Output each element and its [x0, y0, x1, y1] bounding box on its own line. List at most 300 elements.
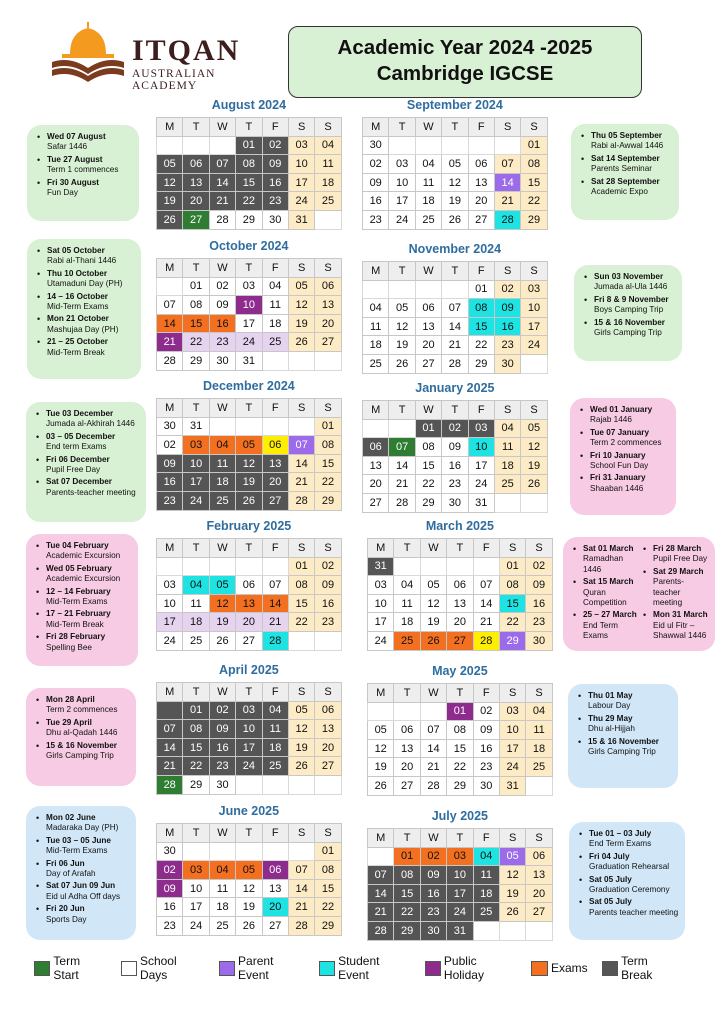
- legend-swatch: [121, 961, 137, 976]
- month-title: June 2025: [218, 804, 280, 818]
- note-event: Academic Expo: [591, 187, 648, 197]
- day-cell: 16: [209, 738, 235, 757]
- day-header: F: [473, 684, 499, 703]
- day-cell: 14: [442, 317, 468, 336]
- page-title: [288, 26, 642, 98]
- day-cell: 26: [420, 631, 446, 650]
- month-title: July 2025: [431, 809, 489, 823]
- month-title: March 2025: [425, 519, 494, 533]
- day-cell: 03: [157, 576, 183, 595]
- note-item: [37, 132, 133, 153]
- day-cell: 04: [209, 436, 235, 455]
- day-cell: 30: [494, 354, 520, 373]
- day-cell: 26: [368, 776, 394, 795]
- day-cell: 24: [236, 757, 262, 776]
- note-item: [578, 714, 672, 735]
- day-cell: 13: [236, 594, 262, 613]
- note-list: [579, 829, 679, 918]
- day-cell: 24: [447, 903, 473, 922]
- day-header: S: [288, 683, 314, 702]
- day-cell: 18: [262, 314, 288, 333]
- day-cell: 07: [420, 721, 446, 740]
- day-cell: 19: [236, 898, 262, 917]
- calendar-november-2024: [362, 242, 548, 374]
- day-cell: 03: [236, 701, 262, 720]
- day-cell: 26: [157, 210, 183, 229]
- empty-cell: [236, 842, 262, 861]
- note-list: [36, 409, 140, 498]
- day-header: M: [363, 118, 389, 137]
- day-cell: 06: [262, 436, 288, 455]
- day-cell: 26: [288, 757, 314, 776]
- empty-cell: [389, 419, 415, 438]
- day-cell: 08: [288, 576, 314, 595]
- day-cell: 25: [183, 631, 209, 650]
- day-cell: 27: [447, 631, 473, 650]
- note-item: [584, 272, 676, 293]
- day-cell: 11: [315, 155, 341, 174]
- day-header: S: [526, 684, 552, 703]
- day-cell: 15: [521, 173, 547, 192]
- empty-cell: [209, 557, 235, 576]
- note-date: • Wed 07 August: [47, 132, 106, 141]
- note-item: [37, 155, 133, 176]
- day-cell: 19: [389, 336, 415, 355]
- day-cell: 20: [262, 898, 288, 917]
- day-cell: 09: [315, 576, 341, 595]
- day-header: W: [209, 259, 235, 278]
- empty-cell: [236, 775, 262, 794]
- day-cell: 24: [288, 192, 314, 211]
- day-cell: 11: [526, 721, 552, 740]
- day-cell: 07: [473, 576, 499, 595]
- notes-march: [563, 537, 715, 651]
- day-cell: 15: [394, 884, 420, 903]
- day-cell: 27: [526, 903, 552, 922]
- day-cell: 01: [315, 417, 341, 436]
- note-date: • Sat 15 March: [583, 577, 634, 587]
- note-date: • Thu 05 September: [591, 131, 662, 140]
- day-cell: 14: [494, 173, 520, 192]
- day-cell: 15: [315, 879, 341, 898]
- day-cell: 30: [420, 921, 446, 940]
- day-cell: 06: [394, 721, 420, 740]
- day-cell: 13: [394, 739, 420, 758]
- calendar-september-2024: [362, 98, 548, 230]
- note-item: [37, 269, 135, 290]
- day-cell: 17: [447, 884, 473, 903]
- day-cell: 17: [468, 456, 494, 475]
- month-title: February 2025: [206, 519, 292, 533]
- day-cell: 29: [521, 210, 547, 229]
- day-cell: 20: [526, 884, 552, 903]
- day-cell: 29: [499, 631, 525, 650]
- note-event: Dhu al-Hijjah: [588, 724, 635, 734]
- day-cell: 12: [499, 866, 525, 885]
- day-cell: 22: [447, 758, 473, 777]
- note-list: [37, 246, 135, 358]
- day-cell: 31: [447, 921, 473, 940]
- day-cell: 09: [526, 576, 552, 595]
- day-cell: 04: [262, 701, 288, 720]
- day-cell: 17: [236, 738, 262, 757]
- day-cell: 19: [368, 758, 394, 777]
- day-cell: 18: [209, 898, 235, 917]
- day-header: S: [315, 259, 341, 278]
- note-item: [36, 432, 140, 453]
- note-event: Parents-teacher meeting: [46, 487, 136, 497]
- day-cell: 02: [209, 277, 235, 296]
- day-cell: 09: [473, 721, 499, 740]
- day-header: W: [209, 539, 235, 558]
- day-cell: 02: [157, 861, 183, 880]
- day-cell: 24: [499, 758, 525, 777]
- day-cell: 03: [183, 436, 209, 455]
- calendar-december-2024: [156, 379, 342, 511]
- day-header: F: [262, 259, 288, 278]
- day-header: T: [389, 118, 415, 137]
- note-item: [36, 587, 132, 608]
- day-cell: 16: [473, 739, 499, 758]
- day-cell: 19: [209, 613, 235, 632]
- day-cell: 14: [368, 884, 394, 903]
- day-cell: 26: [288, 333, 314, 352]
- note-item: [643, 544, 709, 565]
- day-cell: 29: [183, 775, 209, 794]
- day-cell: 04: [415, 155, 441, 174]
- day-cell: 12: [420, 594, 446, 613]
- day-header: M: [157, 824, 183, 843]
- day-cell: 19: [442, 192, 468, 211]
- note-event: Labour Day: [588, 701, 631, 711]
- notes-december: [26, 402, 146, 522]
- day-cell: 04: [394, 576, 420, 595]
- day-cell: 11: [394, 594, 420, 613]
- day-cell: 11: [262, 296, 288, 315]
- note-item: [36, 632, 132, 653]
- day-cell: 20: [394, 758, 420, 777]
- logo-subtitle: AUSTRALIAN ACADEMY: [132, 68, 216, 92]
- empty-cell: [262, 351, 288, 370]
- note-event: Boys Camping Trip: [594, 305, 664, 315]
- day-cell: 17: [521, 317, 547, 336]
- day-cell: 12: [236, 879, 262, 898]
- legend-label: Term Start: [53, 954, 81, 982]
- legend-label: Student Event: [338, 954, 380, 982]
- note-date: • Thu 29 May: [588, 713, 633, 723]
- note-date: • 03 – 05 December: [46, 431, 116, 441]
- legend-item: [602, 954, 680, 982]
- note-item: [581, 131, 673, 152]
- empty-cell: [442, 280, 468, 299]
- note-date: • 15 & 16 November: [46, 740, 117, 750]
- legend-item: [34, 954, 107, 982]
- empty-cell: [526, 921, 552, 940]
- day-cell: 05: [368, 721, 394, 740]
- note-date: • Tue 03 December: [46, 409, 114, 418]
- day-cell: 10: [183, 454, 209, 473]
- note-item: [37, 246, 135, 267]
- empty-cell: [415, 136, 441, 155]
- note-list: [580, 405, 670, 494]
- day-header: S: [288, 259, 314, 278]
- day-cell: 06: [363, 438, 389, 457]
- day-header: F: [262, 399, 288, 418]
- legend-item: [531, 961, 588, 976]
- day-cell: 19: [420, 613, 446, 632]
- calendar-october-2024: [156, 239, 342, 371]
- day-cell: 13: [447, 594, 473, 613]
- day-header: S: [315, 824, 341, 843]
- empty-cell: [499, 921, 525, 940]
- day-cell: 05: [442, 155, 468, 174]
- day-cell: 09: [209, 720, 235, 739]
- day-cell: 05: [157, 155, 183, 174]
- day-cell: 23: [494, 336, 520, 355]
- note-item: [579, 897, 679, 918]
- day-header: S: [494, 401, 520, 420]
- day-cell: 26: [499, 903, 525, 922]
- legend-item: [425, 954, 517, 982]
- day-cell: 15: [499, 594, 525, 613]
- day-cell: 27: [468, 210, 494, 229]
- day-cell: 24: [368, 631, 394, 650]
- day-cell: 07: [288, 861, 314, 880]
- notes-april: [26, 688, 136, 786]
- note-event: Mid-Term Exams: [47, 302, 109, 312]
- day-cell: 19: [288, 738, 314, 757]
- day-cell: 20: [183, 192, 209, 211]
- note-item: [36, 409, 140, 430]
- empty-cell: [526, 776, 552, 795]
- day-cell: 08: [415, 438, 441, 457]
- day-cell: 14: [288, 454, 314, 473]
- note-item: [584, 295, 676, 316]
- note-event: Term 2 commences: [46, 705, 118, 715]
- note-date: • 15 & 16 November: [588, 736, 659, 746]
- day-cell: 16: [157, 473, 183, 492]
- day-cell: 01: [394, 847, 420, 866]
- day-header: S: [288, 539, 314, 558]
- note-event: Quran Competition: [583, 587, 627, 608]
- day-header: W: [415, 401, 441, 420]
- note-date: • Mon 28 April: [46, 695, 95, 704]
- day-cell: 08: [236, 155, 262, 174]
- note-item: [579, 829, 679, 850]
- day-cell: 11: [363, 317, 389, 336]
- day-cell: 07: [288, 436, 314, 455]
- note-item: [36, 813, 130, 834]
- empty-cell: [521, 493, 547, 512]
- note-date: • 21 – 25 October: [47, 337, 108, 347]
- note-event: Eid ul Adha Off days: [46, 891, 121, 901]
- day-header: T: [183, 399, 209, 418]
- note-date: • Wed 05 February: [46, 563, 112, 573]
- month-grid: [156, 682, 342, 795]
- empty-cell: [262, 417, 288, 436]
- notes-february: [26, 534, 138, 666]
- day-header: S: [521, 401, 547, 420]
- empty-cell: [368, 847, 394, 866]
- day-cell: 22: [183, 757, 209, 776]
- day-cell: 02: [157, 436, 183, 455]
- day-cell: 17: [236, 314, 262, 333]
- day-header: T: [442, 118, 468, 137]
- note-date: • Fri 28 March: [653, 544, 702, 553]
- empty-cell: [447, 557, 473, 576]
- day-cell: 30: [442, 493, 468, 512]
- day-cell: 25: [315, 192, 341, 211]
- day-cell: 28: [288, 491, 314, 510]
- day-cell: 01: [415, 419, 441, 438]
- note-item: [580, 451, 670, 472]
- empty-cell: [368, 702, 394, 721]
- day-cell: 13: [262, 879, 288, 898]
- note-item: [573, 577, 639, 608]
- day-cell: 02: [420, 847, 446, 866]
- day-header: T: [442, 401, 468, 420]
- empty-cell: [288, 417, 314, 436]
- empty-cell: [288, 351, 314, 370]
- day-cell: 16: [315, 594, 341, 613]
- month-title: August 2024: [211, 98, 287, 112]
- note-date: • Sat 01 March: [583, 544, 634, 553]
- empty-cell: [315, 351, 341, 370]
- legend-label: School Days: [139, 954, 177, 982]
- day-cell: 25: [526, 758, 552, 777]
- day-cell: 08: [315, 861, 341, 880]
- day-header: W: [209, 683, 235, 702]
- legend-item: [219, 954, 305, 982]
- day-header: S: [315, 539, 341, 558]
- day-cell: 27: [183, 210, 209, 229]
- day-cell: 15: [468, 317, 494, 336]
- legend-label: Exams: [550, 961, 588, 975]
- day-header: T: [389, 401, 415, 420]
- note-date: • Fri 06 December: [46, 454, 110, 464]
- note-event: Graduation Rehearsal: [589, 862, 670, 872]
- day-cell: 23: [526, 613, 552, 632]
- notes-september: [571, 124, 679, 220]
- note-item: [36, 859, 130, 880]
- empty-cell: [363, 280, 389, 299]
- day-cell: 08: [315, 436, 341, 455]
- day-cell: 02: [363, 155, 389, 174]
- day-cell: 21: [288, 473, 314, 492]
- day-cell: 28: [389, 493, 415, 512]
- day-cell: 14: [420, 739, 446, 758]
- note-item: [580, 473, 670, 494]
- note-item: [36, 741, 130, 762]
- note-item: [36, 695, 130, 716]
- day-cell: 21: [473, 613, 499, 632]
- day-cell: 12: [521, 438, 547, 457]
- calendar-march-2025: [367, 519, 553, 651]
- day-header: S: [494, 262, 520, 281]
- empty-cell: [389, 280, 415, 299]
- day-header: M: [157, 118, 183, 137]
- day-cell: 22: [521, 192, 547, 211]
- day-cell: 18: [494, 456, 520, 475]
- day-cell: 18: [183, 613, 209, 632]
- day-cell: 07: [442, 299, 468, 318]
- day-header: S: [288, 118, 314, 137]
- day-header: T: [183, 824, 209, 843]
- day-cell: 29: [468, 354, 494, 373]
- day-cell: 11: [209, 879, 235, 898]
- day-header: W: [420, 829, 446, 848]
- legend-swatch: [219, 961, 235, 976]
- day-header: S: [526, 539, 552, 558]
- day-cell: 04: [183, 576, 209, 595]
- note-event: Jumada al-Ula 1446: [594, 282, 668, 292]
- day-cell: 27: [236, 631, 262, 650]
- day-cell: 25: [363, 354, 389, 373]
- note-date: • Fri 28 February: [46, 632, 106, 642]
- note-date: • Sat 05 July: [589, 874, 632, 884]
- month-title: January 2025: [415, 381, 495, 395]
- day-cell: 21: [368, 903, 394, 922]
- day-cell: 10: [499, 721, 525, 740]
- day-cell: 31: [236, 351, 262, 370]
- day-cell: 30: [209, 351, 235, 370]
- note-date: • Fri 06 Jun: [46, 858, 85, 868]
- day-cell: 03: [183, 861, 209, 880]
- day-cell: 26: [389, 354, 415, 373]
- calendar-april-2025: [156, 663, 342, 795]
- day-cell: 20: [415, 336, 441, 355]
- day-cell: 21: [209, 192, 235, 211]
- note-item: [36, 836, 130, 857]
- day-header: M: [157, 539, 183, 558]
- day-header: M: [157, 683, 183, 702]
- day-cell: 29: [394, 921, 420, 940]
- day-cell: 15: [415, 456, 441, 475]
- day-header: T: [183, 539, 209, 558]
- day-cell: 12: [288, 296, 314, 315]
- day-cell: 09: [157, 454, 183, 473]
- day-cell: 28: [473, 631, 499, 650]
- day-cell: 06: [236, 576, 262, 595]
- day-header: M: [157, 259, 183, 278]
- empty-cell: [473, 921, 499, 940]
- day-cell: 28: [262, 631, 288, 650]
- day-cell: 14: [288, 879, 314, 898]
- note-item: [37, 314, 135, 335]
- note-item: [643, 610, 709, 641]
- note-event: Fun Day: [47, 188, 78, 198]
- day-header: W: [415, 118, 441, 137]
- month-grid: [367, 828, 553, 941]
- day-cell: 16: [420, 884, 446, 903]
- day-header: T: [236, 118, 262, 137]
- note-event: Rabi al-Awwal 1446: [591, 141, 664, 151]
- legend-swatch: [319, 961, 335, 976]
- day-cell: 21: [389, 475, 415, 494]
- month-grid: [362, 117, 548, 230]
- day-cell: 23: [157, 916, 183, 935]
- day-cell: 02: [209, 701, 235, 720]
- day-cell: 13: [468, 173, 494, 192]
- day-cell: 29: [183, 351, 209, 370]
- day-header: F: [473, 539, 499, 558]
- day-header: T: [183, 259, 209, 278]
- calendar-january-2025: [362, 381, 548, 513]
- note-item: [581, 154, 673, 175]
- empty-cell: [473, 557, 499, 576]
- note-date: • Thu 10 October: [47, 268, 108, 278]
- day-cell: 14: [157, 314, 183, 333]
